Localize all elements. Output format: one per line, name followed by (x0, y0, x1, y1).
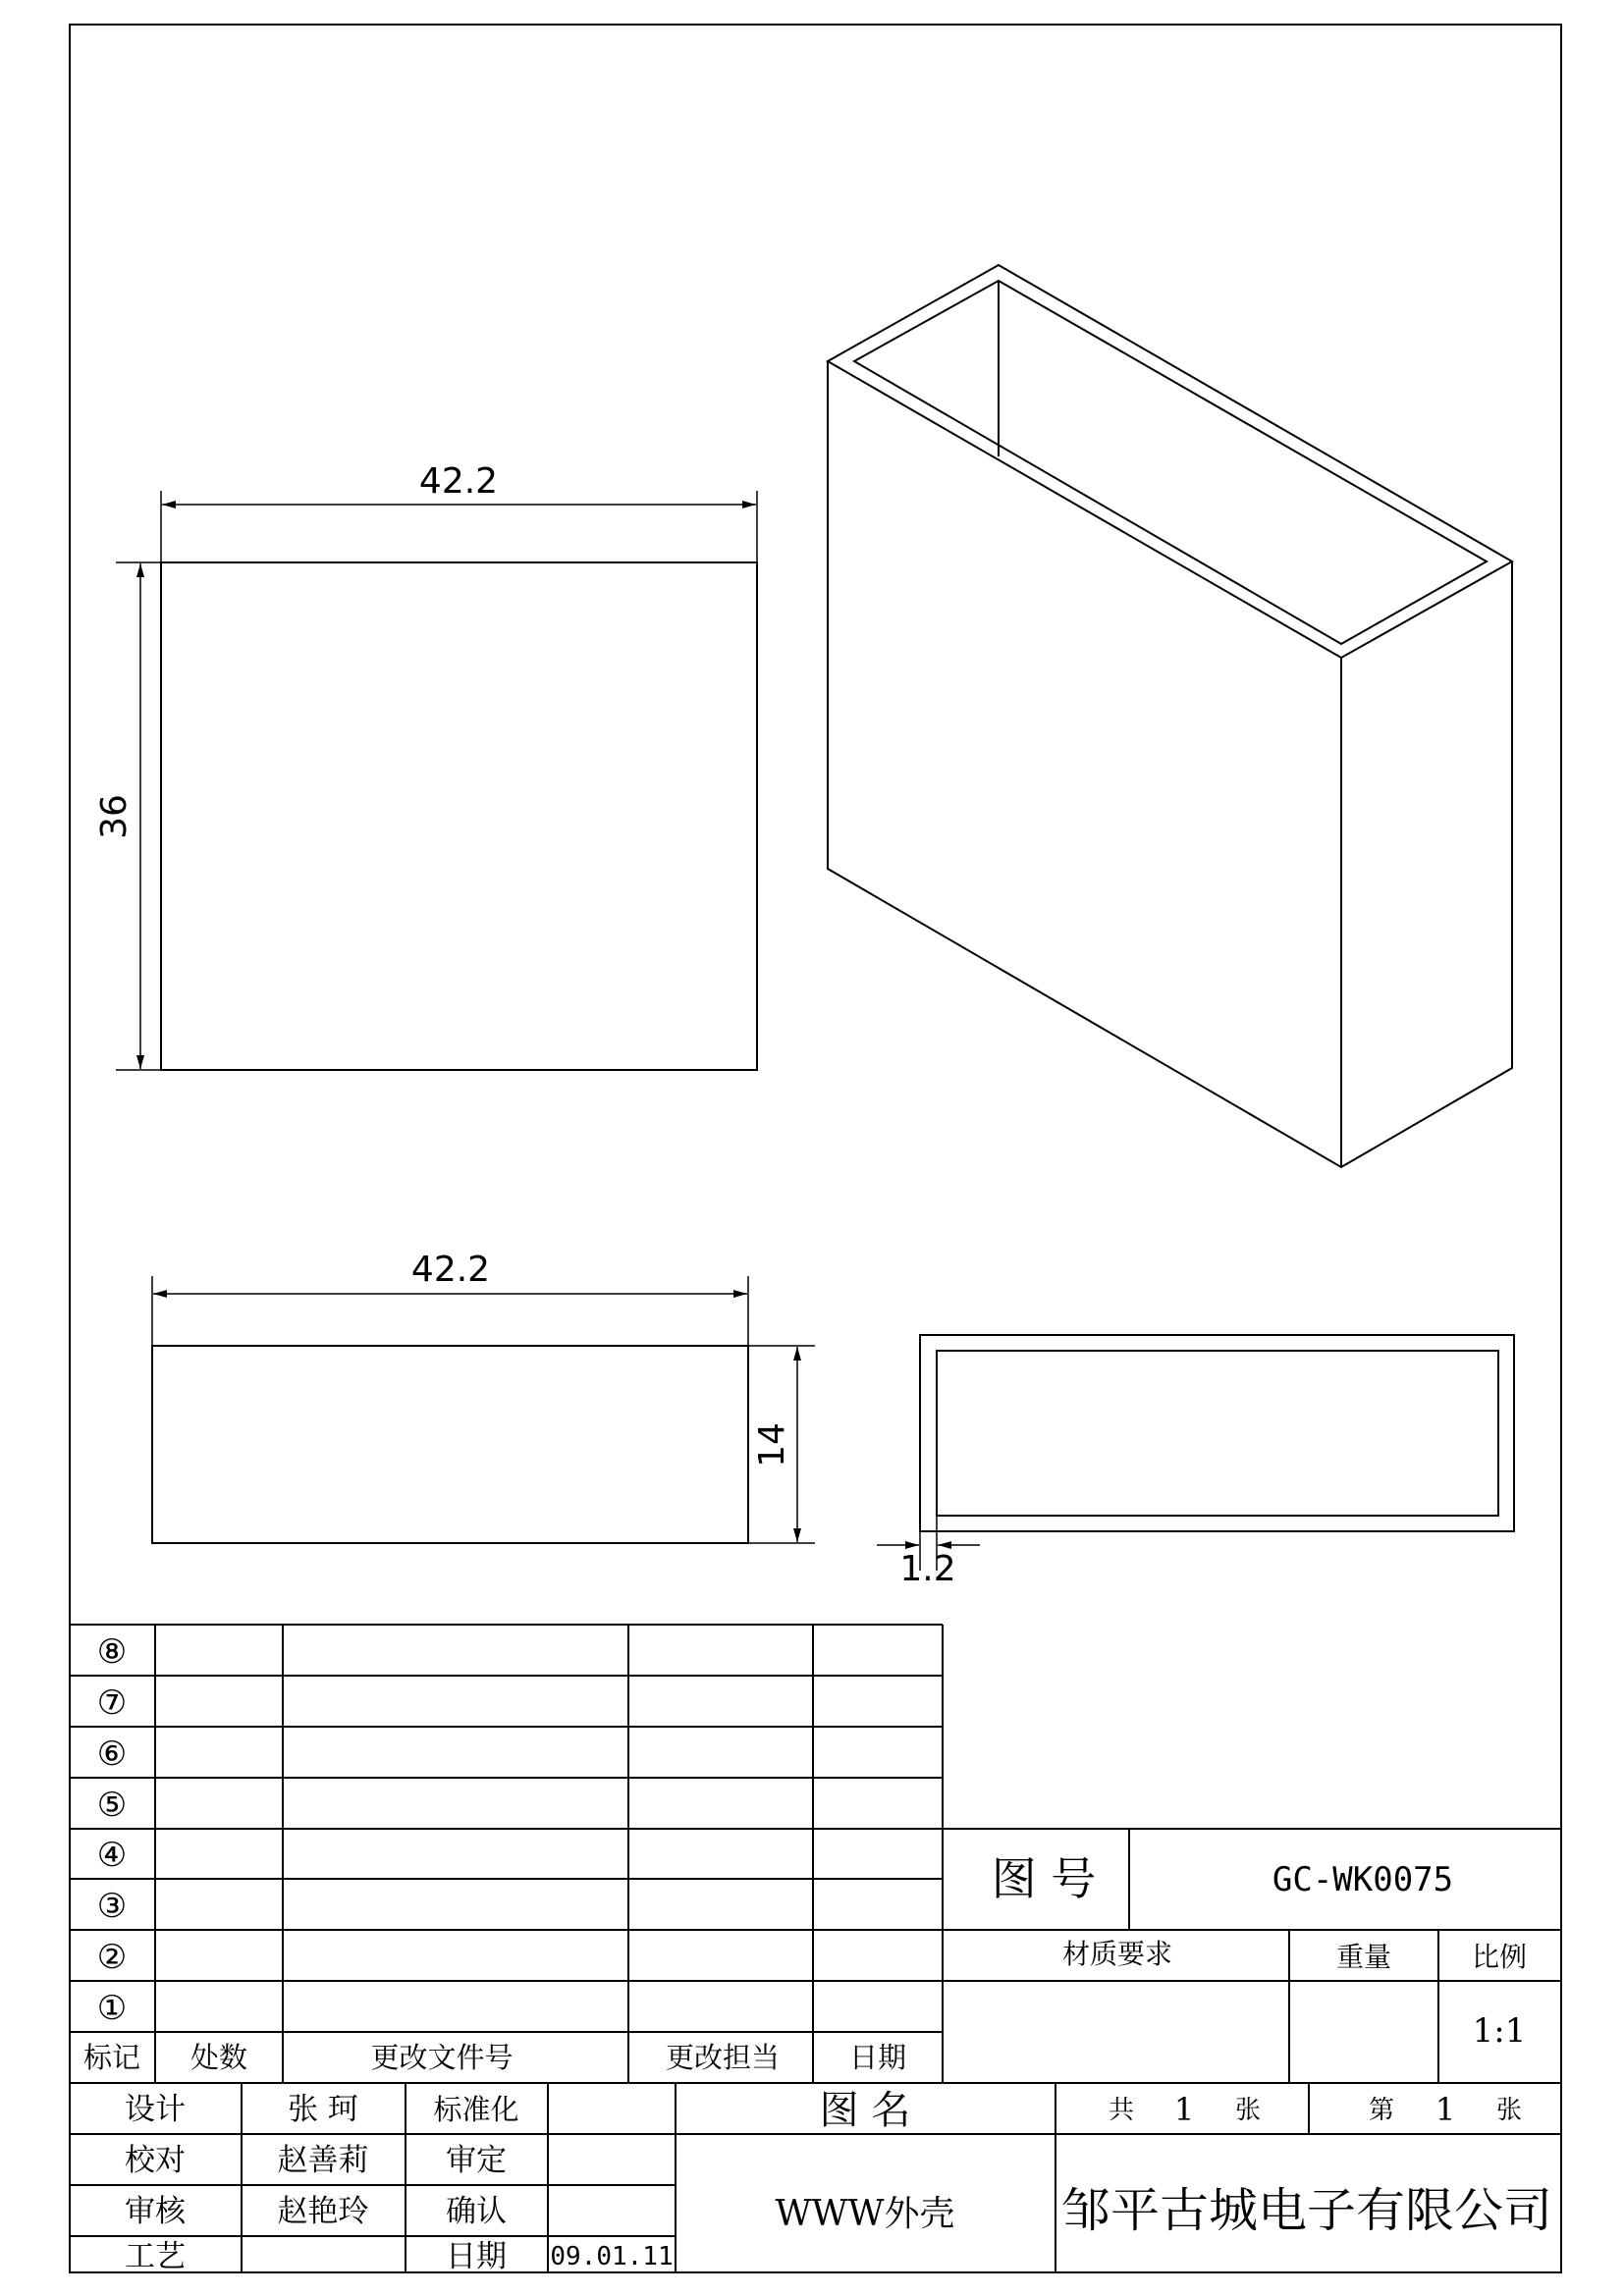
revision-header-date: 日期 (848, 2041, 907, 2074)
revision-row-7: ⑦ (96, 1683, 128, 1723)
drawing-number: GC-WK0075 (1272, 1860, 1454, 1899)
sheet-number-label: 第 (1368, 2096, 1395, 2125)
revision-header-count: 处数 (189, 2041, 248, 2074)
confirm-label: 确认 (446, 2194, 507, 2229)
revision-headers (83, 2041, 906, 2074)
process-label: 工艺 (125, 2239, 186, 2274)
drawing-name: WWW外壳 (775, 2194, 955, 2234)
checker-name: 赵善莉 (277, 2143, 369, 2178)
front-width-label: 42.2 (418, 461, 499, 502)
revision-header-person: 更改担当 (665, 2041, 781, 2074)
auditor-name: 赵艳玲 (277, 2194, 369, 2229)
total-sheets: 1 (1173, 2091, 1195, 2128)
total-sheets-label: 共 (1108, 2096, 1135, 2125)
check-label: 校对 (125, 2143, 186, 2178)
drawing-name-label: 图 名 (819, 2088, 911, 2133)
section-outer-outline (920, 1335, 1514, 1531)
revision-table (70, 1625, 943, 2083)
revision-row-3: ③ (96, 1887, 128, 1926)
revision-header-doc: 更改文件号 (370, 2041, 514, 2074)
revision-row-6: ⑥ (96, 1735, 128, 1774)
material-label: 材质要求 (1061, 1938, 1173, 1970)
total-sheets-unit: 张 (1234, 2096, 1262, 2125)
sheet-number: 1 (1435, 2091, 1456, 2128)
revision-row-1: ① (96, 1989, 128, 2028)
isometric-view (828, 265, 1512, 1167)
drawing-number-label: 图 号 (991, 1852, 1097, 1905)
bottom-view-outline (152, 1346, 748, 1543)
design-label: 设计 (125, 2092, 186, 2127)
front-view (94, 461, 757, 1070)
front-height-label: 36 (94, 794, 135, 839)
section-view (877, 1335, 1514, 1589)
date-value: 09.01.11 (550, 2242, 674, 2271)
company-name: 邹平古城电子有限公司 (1061, 2183, 1552, 2238)
sheet-border (70, 25, 1561, 2272)
weight-label: 重量 (1335, 1941, 1392, 1973)
standard-label: 标准化 (433, 2093, 519, 2126)
bottom-height-label: 14 (752, 1422, 792, 1468)
revision-row-numbers (97, 1632, 127, 2028)
revision-header-mark: 标记 (82, 2041, 141, 2074)
revision-row-8: ⑧ (96, 1632, 128, 1672)
bottom-width-label: 42.2 (410, 1250, 491, 1290)
revision-row-4: ④ (96, 1836, 128, 1875)
designer-name: 张 珂 (288, 2092, 358, 2127)
review-label: 审定 (446, 2143, 507, 2178)
scale-value: 1:1 (1472, 2011, 1527, 2051)
date-label: 日期 (446, 2239, 507, 2274)
revision-row-5: ⑤ (96, 1786, 128, 1825)
audit-label: 审核 (125, 2194, 186, 2229)
revision-row-2: ② (96, 1938, 128, 1977)
sheet-number-unit: 张 (1495, 2096, 1523, 2125)
section-inner-outline (937, 1351, 1498, 1516)
bottom-view (152, 1250, 815, 1543)
front-view-outline (161, 562, 757, 1070)
scale-label: 比例 (1471, 1941, 1528, 1973)
wall-thickness-label: 1.2 (899, 1549, 956, 1589)
